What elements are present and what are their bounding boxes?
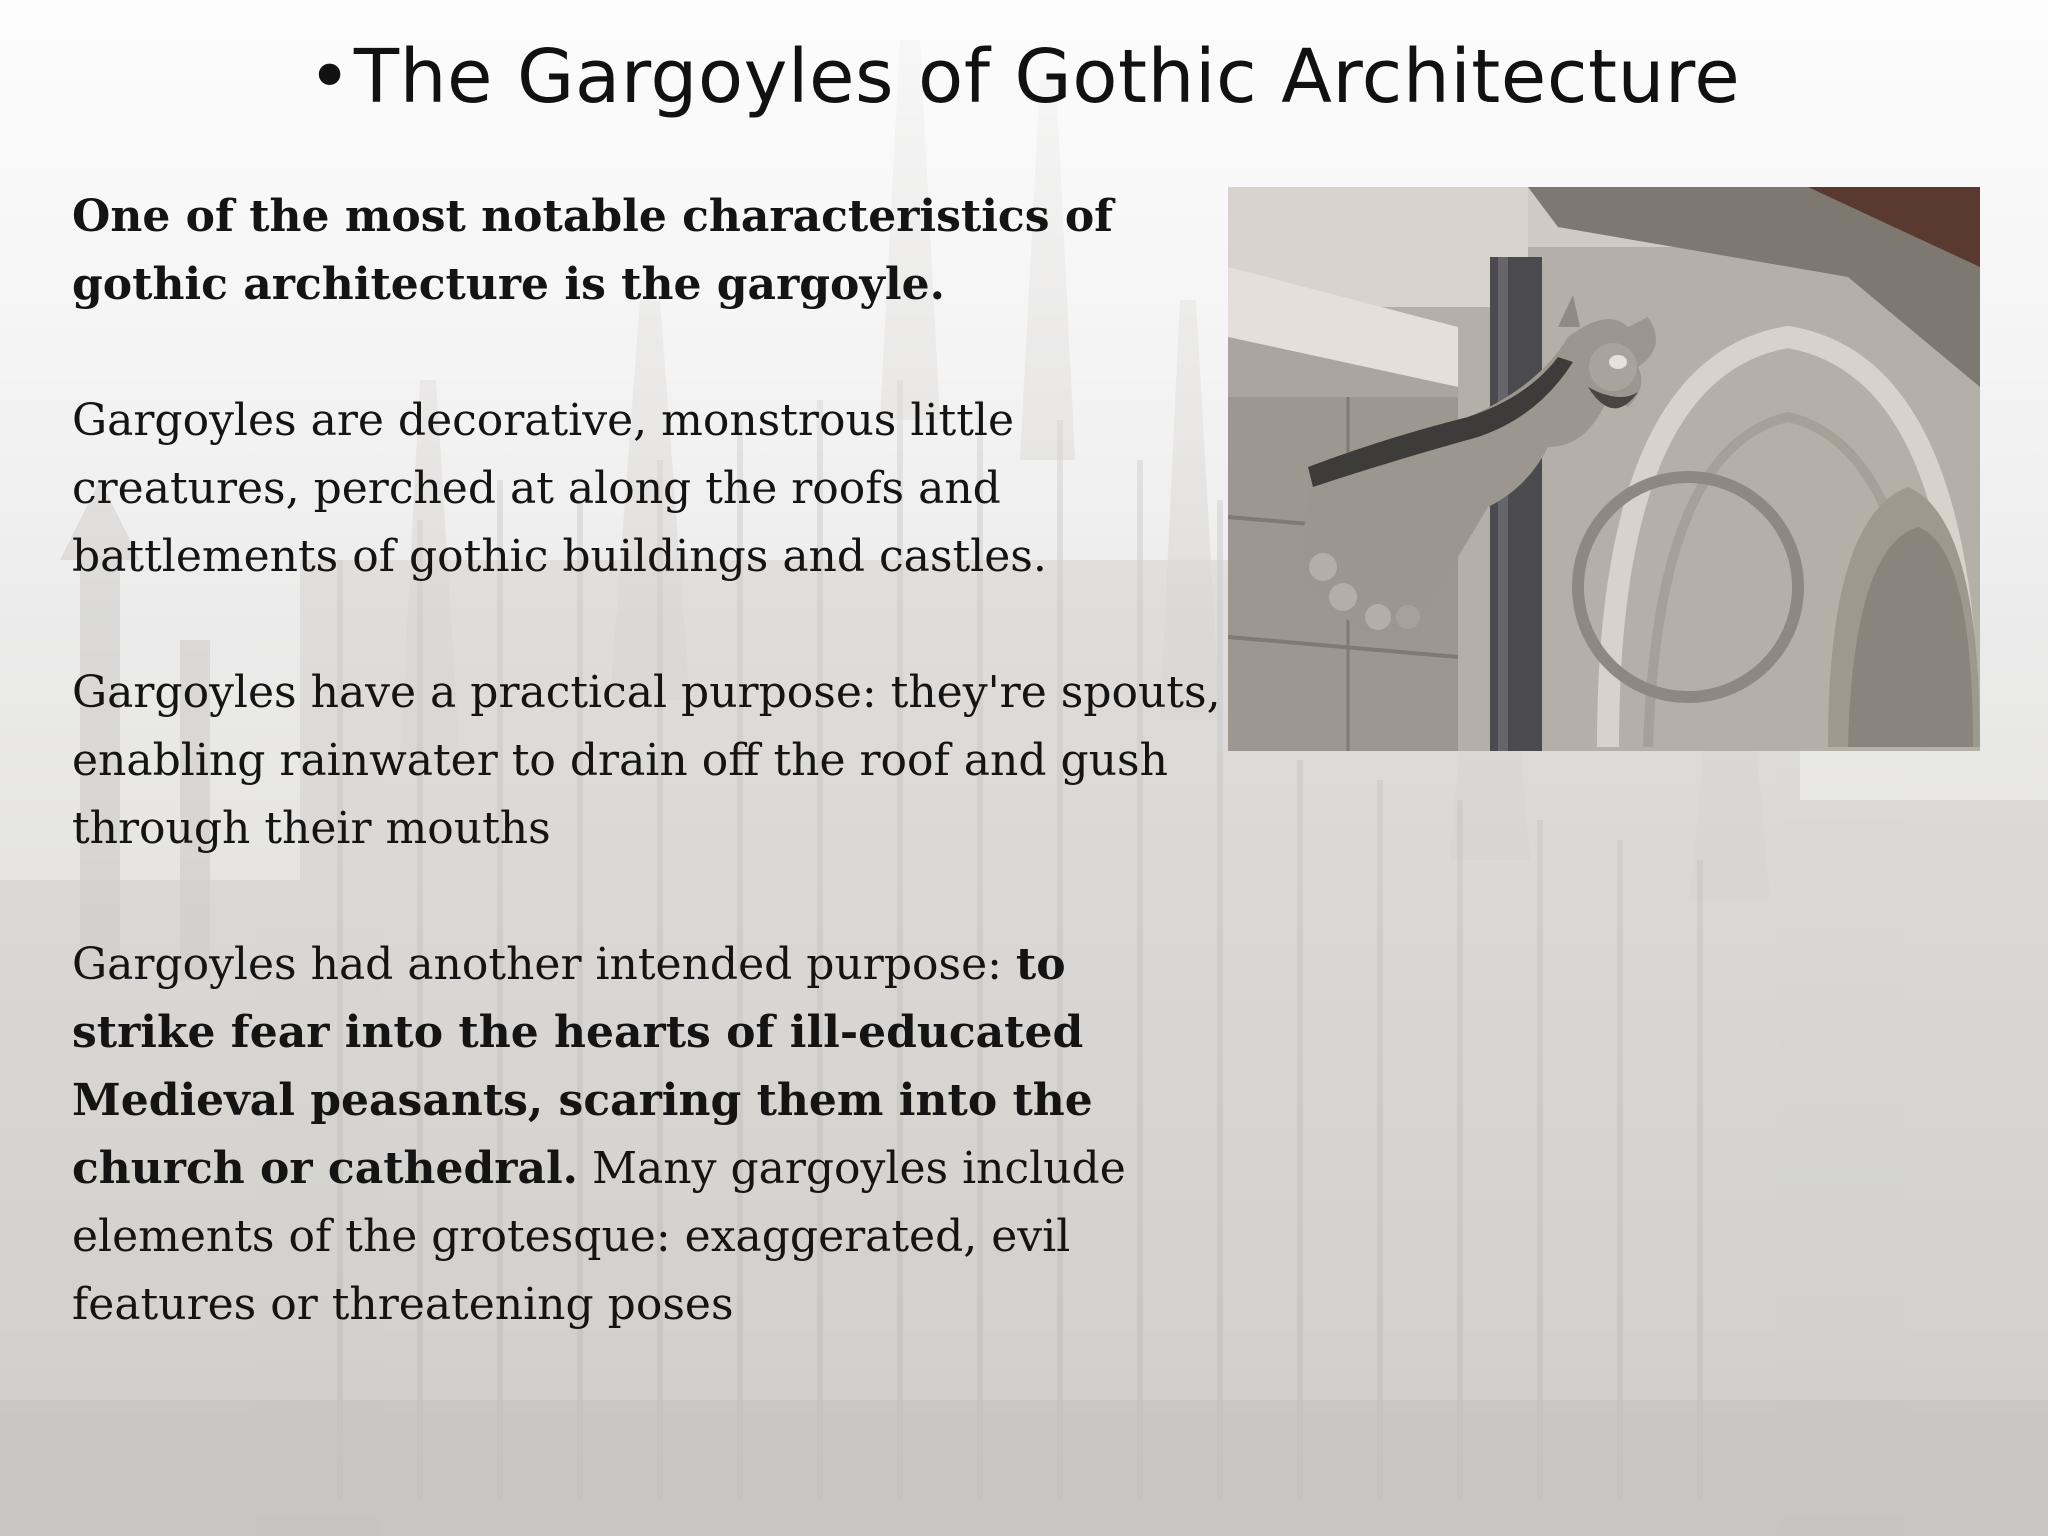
intro-bold-text: One of the most notable characteristics of gothic architecture is the gargoyle. [72, 191, 1114, 310]
paragraph-intended-purpose [72, 931, 1222, 1339]
purpose-bold-text: to strike fear into the hearts of ill-educated Medieval peasants, scaring them into the church or cathedral. [72, 939, 1093, 1194]
body-text [72, 183, 1222, 1407]
title-text: The Gargoyles of Gothic Architecture [353, 34, 1741, 120]
paragraph-intro [72, 183, 1222, 319]
purpose-tail-text: Many gargoyles include elements of the grotesque: exaggerated, evil features or threatening poses [72, 1143, 1126, 1330]
gargoyle-image [1228, 187, 1980, 751]
paragraph-practical-purpose: Gargoyles have a practical purpose: they're spouts, enabling rainwater to drain off the roof and gush through their mouths [72, 667, 1221, 854]
purpose-lead-text: Gargoyles had another intended purpose: [72, 939, 1016, 990]
gargoyle-photo [1228, 187, 1980, 751]
slide-title [0, 32, 2048, 122]
title-bullet: • [307, 34, 352, 120]
paragraph-decorative: Gargoyles are decorative, monstrous little creatures, perched at along the roofs and battlements of gothic buildings and castles. [72, 395, 1047, 582]
